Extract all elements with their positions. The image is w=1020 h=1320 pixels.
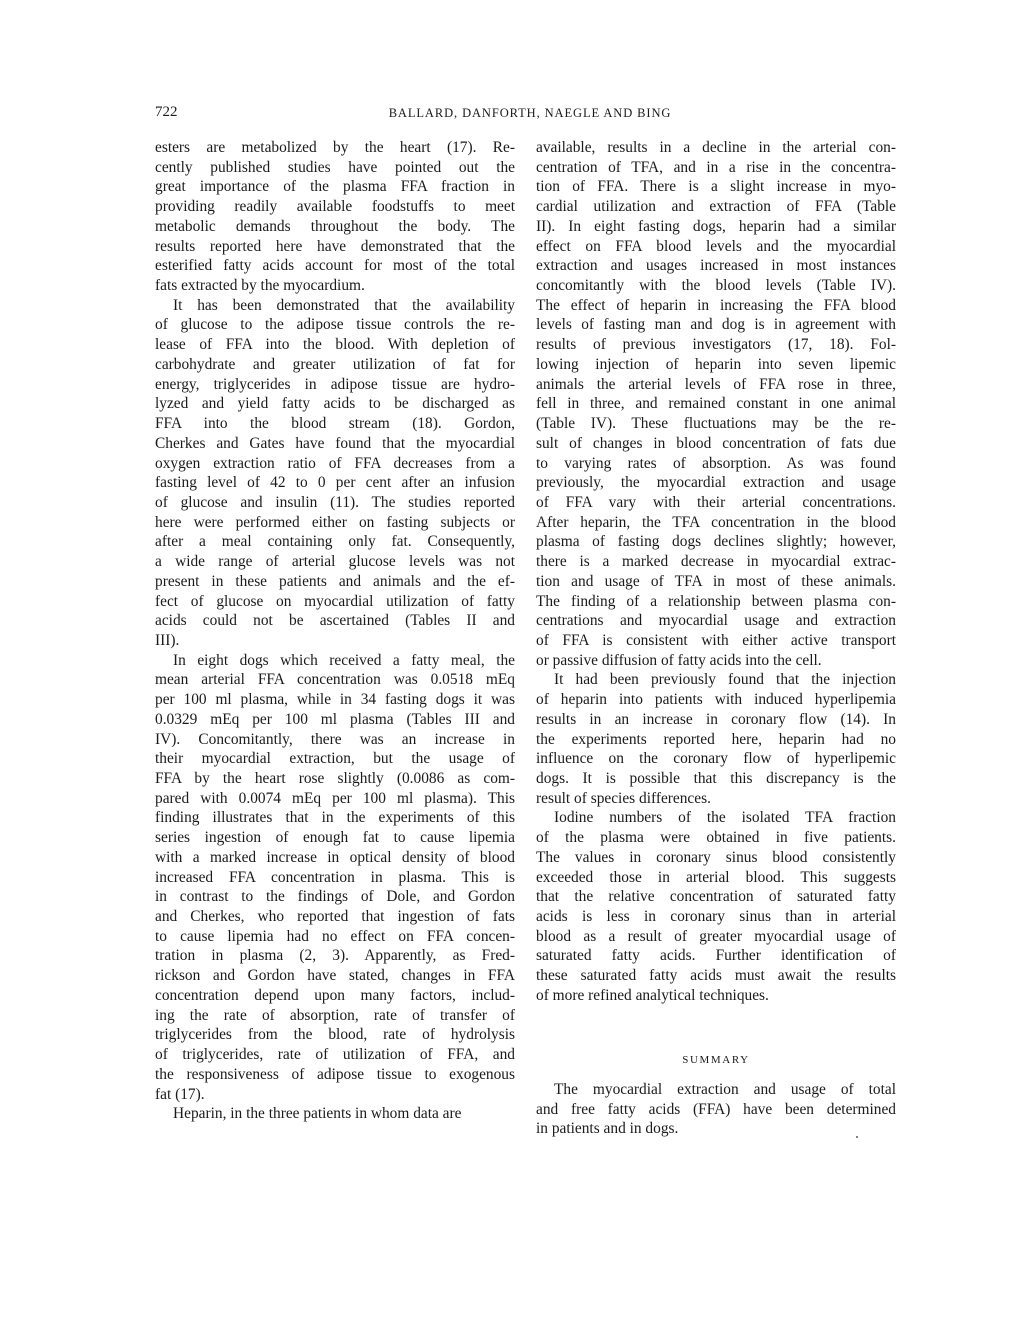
paragraph — [155, 296, 515, 651]
text-line: of triglycerides, rate of utilization of FFA, and — [155, 1046, 515, 1064]
text-line: of more refined analytical techniques. — [536, 986, 769, 1004]
text-line: cently published studies have pointed out the — [155, 158, 515, 176]
text-line: to varying rates of absorption. As was found — [536, 454, 896, 472]
text-line: (Table IV). These fluctuations may be the re- — [536, 415, 896, 433]
text-line: It had been previously found that the injection — [554, 671, 896, 689]
text-line: mean arterial FFA concentration was 0.0518 mEq — [155, 671, 515, 689]
text-line: tion of FFA. There is a slight increase in myo- — [536, 178, 896, 196]
text-line: results of previous investigators (17, 18). Fol- — [536, 336, 896, 354]
text-line: great importance of the plasma FFA fraction in — [155, 178, 515, 196]
text-line: in contrast to the findings of Dole, and Gordon — [155, 888, 515, 906]
text-line: centrations and myocardial usage and extraction — [536, 612, 896, 630]
text-line: present in these patients and animals and the ef- — [155, 572, 515, 590]
text-line: of glucose to the adipose tissue controls the re- — [155, 316, 515, 334]
text-line: carbohydrate and greater utilization of fat for — [155, 355, 515, 373]
text-line: saturated fatty acids. Further identification of — [536, 947, 896, 965]
text-line: lease of FFA into the blood. With depletion of — [155, 336, 515, 354]
paragraph — [536, 808, 896, 1005]
right-column — [536, 138, 896, 1006]
text-line: and Cherkes, who reported that ingestion of fats — [155, 908, 515, 926]
text-line: sult of changes in blood concentration of fats due — [536, 434, 896, 452]
text-line: ing the rate of absorption, rate of transfer of — [155, 1006, 515, 1024]
text-line: providing readily available foodstuffs to meet — [155, 198, 515, 216]
text-line: of FFA vary with their arterial concentrations. — [536, 493, 896, 511]
text-line: IV). Concomitantly, there was an increase in — [155, 730, 515, 748]
text-line: fell in three, and remained constant in one animal — [536, 395, 896, 413]
text-line: acids is less in coronary sinus than in arterial — [536, 908, 896, 926]
text-line: in patients and in dogs. — [536, 1120, 679, 1138]
paragraph — [536, 670, 896, 808]
text-line: oxygen extraction ratio of FFA decreases from a — [155, 454, 515, 472]
text-line: their myocardial extraction, but the usage of — [155, 750, 515, 768]
text-line: centration of TFA, and in a rise in the concentra- — [536, 158, 896, 176]
text-line: concomitantly with the blood levels (Table IV). — [536, 277, 896, 295]
text-line: series ingestion of enough fat to cause lipemia — [155, 829, 515, 847]
text-line: II). In eight fasting dogs, heparin had a similar — [536, 217, 896, 235]
text-line: here were performed either on fasting subjects or — [155, 513, 515, 531]
text-line: Heparin, in the three patients in whom data are — [173, 1105, 462, 1123]
text-line: acids could not be ascertained (Tables II and — [155, 612, 515, 630]
text-line: triglycerides from the blood, rate of hydrolysis — [155, 1026, 515, 1044]
text-line: After heparin, the TFA concentration in the blood — [536, 513, 896, 531]
text-line: of glucose and insulin (11). The studies reported — [155, 493, 515, 511]
text-line: energy, triglycerides in adipose tissue are hydro- — [155, 375, 515, 393]
text-line: finding illustrates that in the experiments of this — [155, 809, 515, 827]
text-line: blood as a result of greater myocardial usage of — [536, 927, 896, 945]
text-line: metabolic demands throughout the body. The — [155, 217, 515, 235]
text-line: lyzed and yield fatty acids to be discharged as — [155, 395, 515, 413]
text-line: The values in coronary sinus blood consistently — [536, 848, 896, 866]
text-line: The finding of a relationship between plasma con- — [536, 592, 896, 610]
text-line: that the relative concentration of saturated fatty — [536, 888, 896, 906]
text-line: result of species differences. — [536, 789, 711, 807]
text-line: animals the arterial levels of FFA rose in three, — [536, 375, 896, 393]
text-line: It has been demonstrated that the availability — [173, 296, 515, 314]
text-line: or passive diffusion of fatty acids into the cell. — [536, 651, 822, 669]
scan-speck — [856, 1136, 858, 1138]
text-line: there is a marked decrease in myocardial extrac- — [536, 553, 896, 571]
text-line: fat (17). — [155, 1085, 205, 1103]
text-line: and free fatty acids (FFA) have been determined — [536, 1100, 896, 1118]
page-number: 722 — [155, 104, 178, 120]
text-line: dogs. It is possible that this discrepancy is the — [536, 770, 896, 787]
text-line: influence on the coronary flow of hyperlipemic — [536, 750, 896, 768]
text-line: The myocardial extraction and usage of total — [554, 1081, 896, 1098]
text-line: increased FFA concentration in plasma. This is — [155, 868, 515, 886]
paragraph — [536, 1080, 896, 1139]
left-column — [155, 138, 515, 1124]
text-line: esterified fatty acids account for most of the total — [155, 257, 515, 275]
running-head: BALLARD, DANFORTH, NAEGLE AND BING — [388, 106, 672, 120]
text-line: The effect of heparin in increasing the FFA blood — [536, 296, 896, 314]
text-line: a wide range of arterial glucose levels was not — [155, 553, 515, 571]
text-line: of heparin into patients with induced hyperlipemia — [536, 691, 896, 709]
text-line: cardial utilization and extraction of FFA (Table — [536, 198, 896, 216]
text-line: results in an increase in coronary flow (14). In — [536, 710, 896, 728]
paragraph — [155, 138, 515, 296]
text-line: the experiments reported here, heparin had no — [536, 730, 896, 748]
text-line: plasma of fasting dogs declines slightly; however, — [536, 533, 896, 551]
text-line: fect of glucose on myocardial utilization of fatty — [155, 592, 515, 610]
text-line: concentration depend upon many factors, includ- — [155, 986, 515, 1004]
text-line: 0.0329 mEq per 100 ml plasma (Tables III and — [155, 710, 515, 728]
text-line: to cause lipemia had no effect on FFA concen- — [155, 927, 515, 945]
paragraph — [536, 138, 896, 670]
paragraph — [155, 1104, 515, 1124]
text-line: these saturated fatty acids must await the results — [536, 967, 896, 985]
text-line: III). — [155, 631, 180, 649]
text-line: pared with 0.0074 mEq per 100 ml plasma). This — [155, 789, 515, 807]
text-line: FFA into the blood stream (18). Gordon, — [155, 415, 515, 433]
text-line: Cherkes and Gates have found that the myocardial — [155, 434, 515, 452]
text-line: results reported here have demonstrated that the — [155, 237, 515, 255]
text-line: per 100 ml plasma, while in 34 fasting dogs it was — [155, 691, 515, 709]
text-line: of the plasma were obtained in five patients. — [536, 829, 896, 847]
text-line: rickson and Gordon have stated, changes in FFA — [155, 967, 515, 985]
text-line: fasting level of 42 to 0 per cent after an infusion — [155, 474, 515, 492]
text-line: of FFA is consistent with either active transport — [536, 631, 896, 649]
paragraph — [155, 651, 515, 1105]
text-line: levels of fasting man and dog is in agreement with — [536, 316, 896, 334]
text-line: previously, the myocardial extraction and usage — [536, 474, 896, 492]
text-line: fats extracted by the myocardium. — [155, 277, 365, 295]
summary-text — [536, 1080, 896, 1139]
text-line: Iodine numbers of the isolated TFA fraction — [554, 809, 896, 827]
text-line: available, results in a decline in the arterial con- — [536, 139, 896, 156]
text-line: effect on FFA blood levels and the myocardial — [536, 237, 896, 255]
text-line: lowing injection of heparin into seven lipemic — [536, 355, 896, 373]
text-line: extraction and usages increased in most instances — [536, 257, 896, 275]
text-line: exceeded those in arterial blood. This suggests — [536, 868, 896, 886]
text-line: FFA by the heart rose slightly (0.0086 as com- — [155, 770, 515, 787]
text-line: the responsiveness of adipose tissue to exogenous — [155, 1065, 515, 1083]
text-line: tration in plasma (2, 3). Apparently, as Fred- — [155, 947, 515, 965]
text-line: In eight dogs which received a fatty meal, the — [173, 651, 515, 669]
summary-heading: SUMMARY — [682, 1054, 750, 1066]
text-line: tion and usage of TFA in most of these animals. — [536, 572, 896, 590]
text-line: with a marked increase in optical density of blood — [155, 848, 515, 866]
text-line: after a meal containing only fat. Consequently, — [155, 533, 515, 551]
text-line: esters are metabolized by the heart (17). Re- — [155, 139, 515, 156]
